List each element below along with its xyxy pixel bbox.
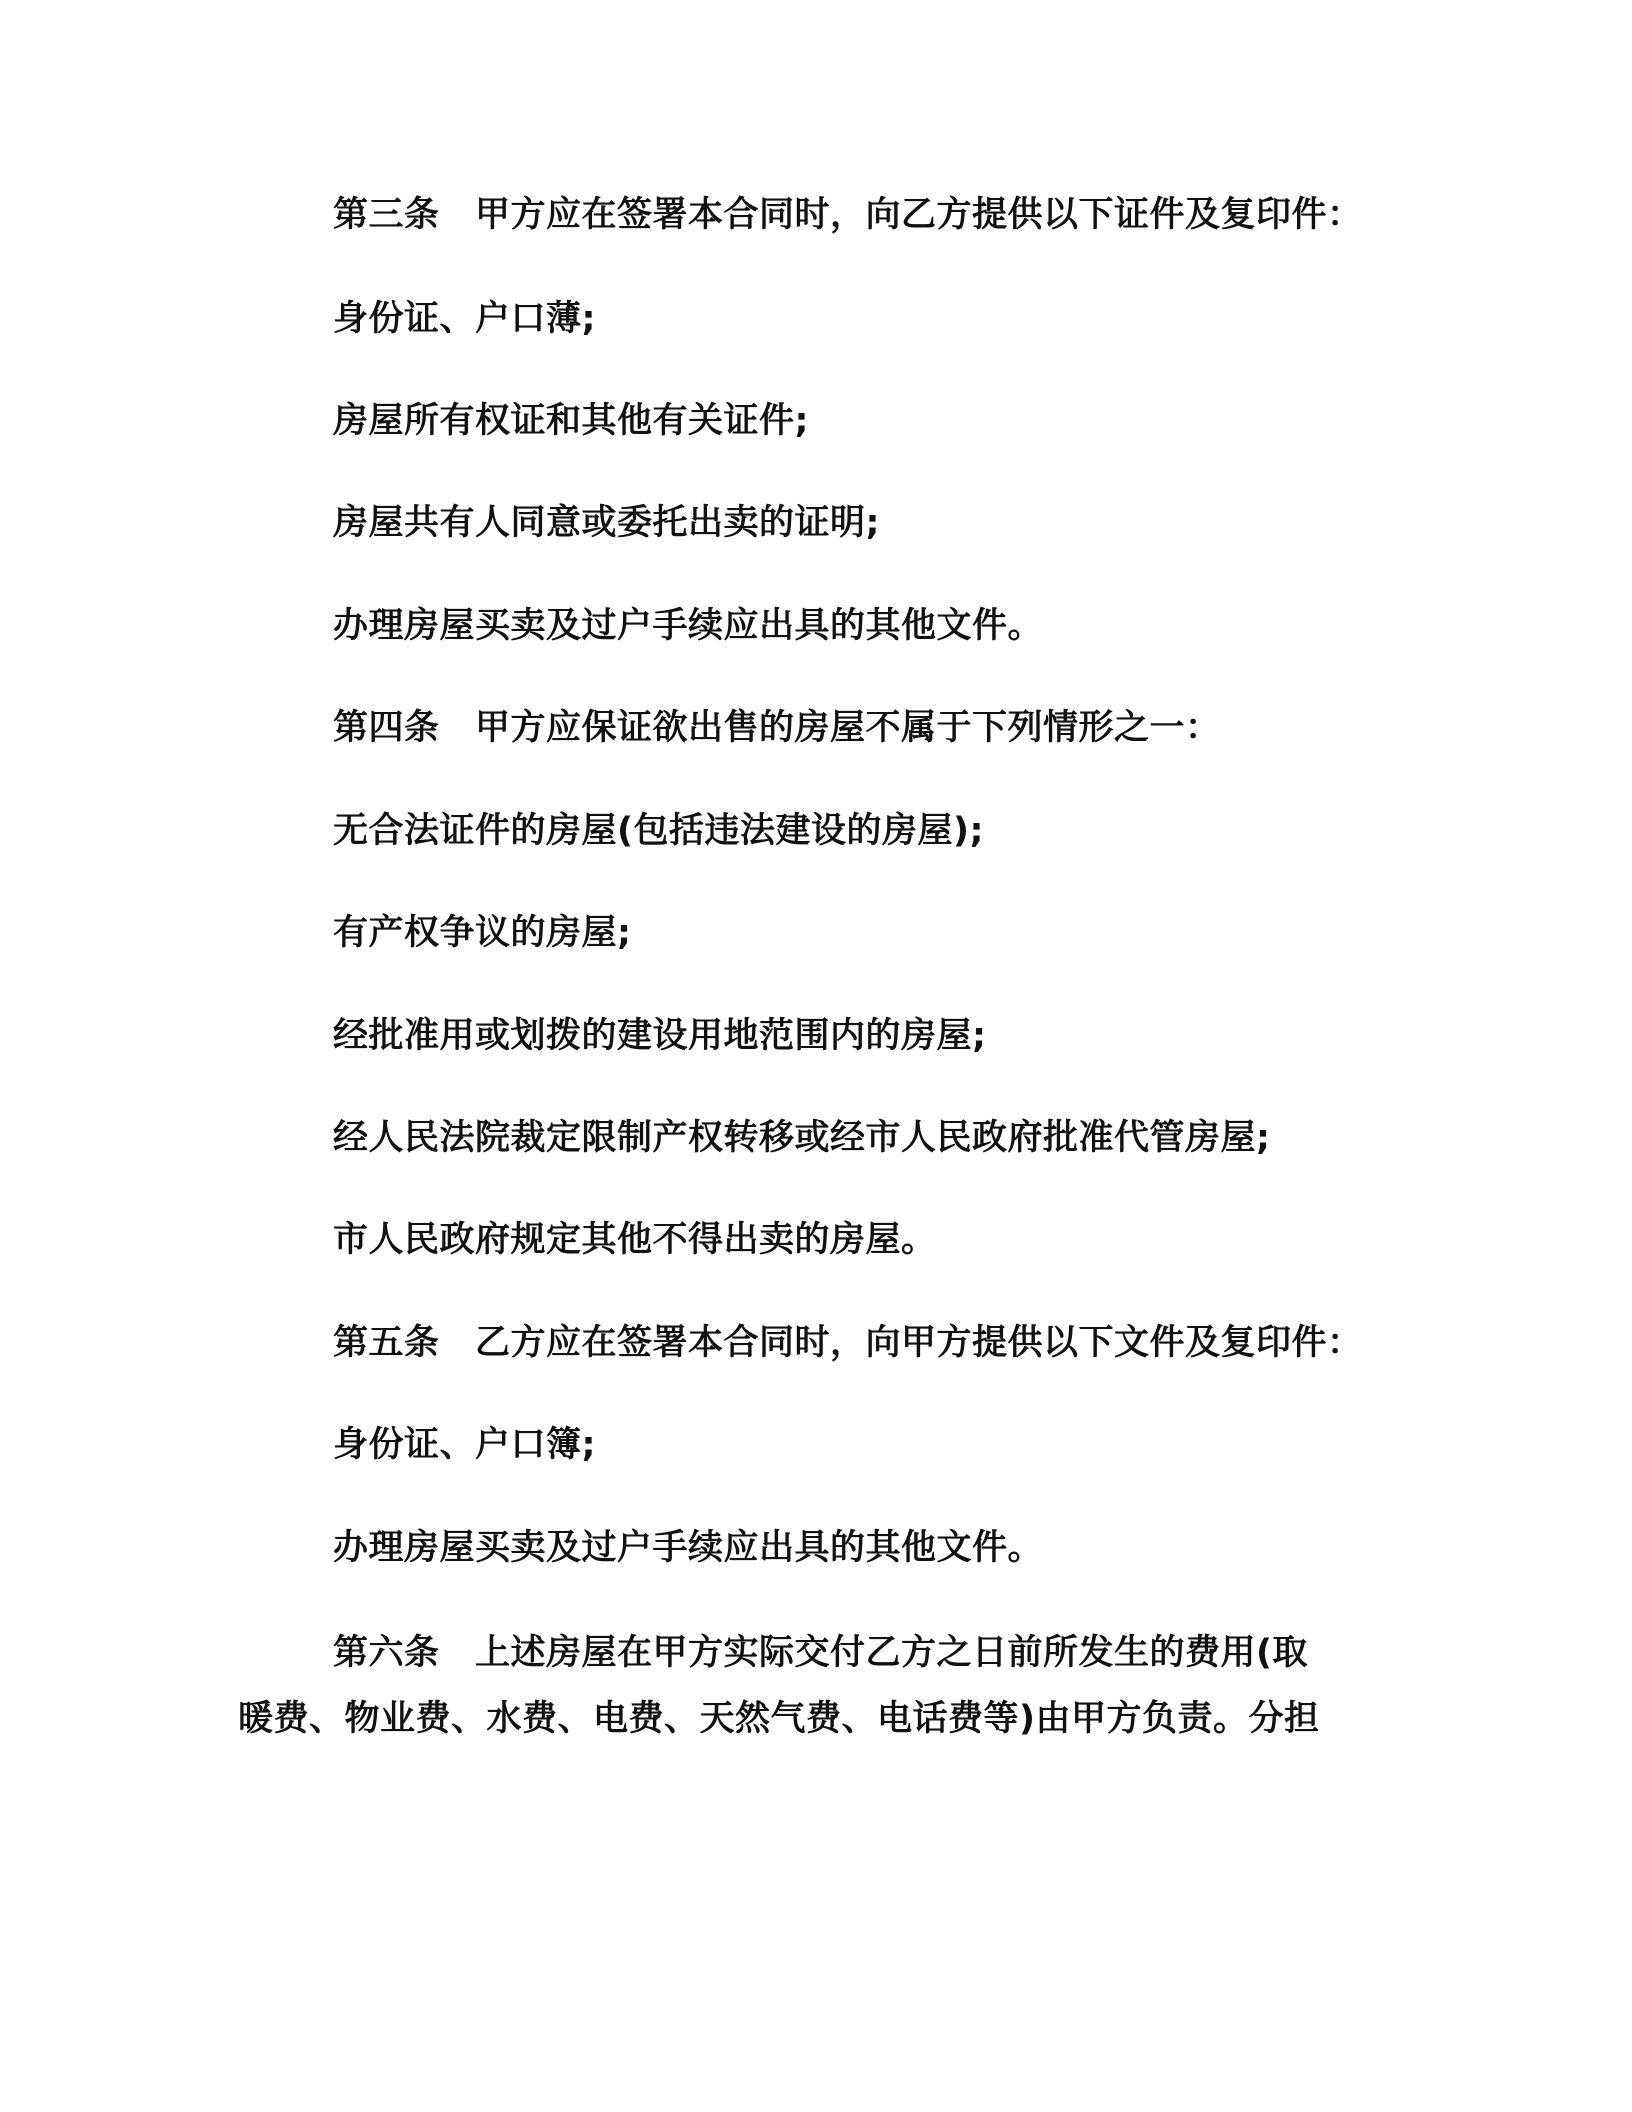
article-3-item-3: 房屋共有人同意或委托出卖的证明; bbox=[333, 503, 880, 543]
article-6-heading: 第六条 上述房屋在甲方实际交付乙方之日前所发生的费用(取 bbox=[333, 1633, 1308, 1673]
article-4-item-3: 经批准用或划拨的建设用地范围内的房屋; bbox=[333, 1016, 987, 1056]
article-4-item-2: 有产权争议的房屋; bbox=[333, 913, 632, 953]
article-4-heading: 第四条 甲方应保证欲出售的房屋不属于下列情形之一： bbox=[333, 708, 1221, 748]
article-4-item-5: 市人民政府规定其他不得出卖的房屋。 bbox=[333, 1220, 937, 1260]
article-3-heading: 第三条 甲方应在签署本合同时，向乙方提供以下证件及复印件： bbox=[333, 195, 1363, 235]
article-3-item-4: 办理房屋买卖及过户手续应出具的其他文件。 bbox=[333, 606, 1044, 646]
article-4-item-4: 经人民法院裁定限制产权转移或经市人民政府批准代管房屋; bbox=[333, 1118, 1271, 1158]
article-4-item-1: 无合法证件的房屋(包括违法建设的房屋); bbox=[333, 811, 984, 851]
article-6-continuation: 暖费、物业费、水费、电费、天然气费、电话费等)由甲方负责。分担 bbox=[238, 1699, 1320, 1739]
article-3-item-1: 身份证、户口薄; bbox=[333, 299, 596, 339]
article-5-item-2: 办理房屋买卖及过户手续应出具的其他文件。 bbox=[333, 1528, 1044, 1568]
article-5-heading: 第五条 乙方应在签署本合同时，向甲方提供以下文件及复印件： bbox=[333, 1323, 1363, 1363]
article-3-item-2: 房屋所有权证和其他有关证件; bbox=[333, 401, 809, 441]
article-5-item-1: 身份证、户口簿; bbox=[333, 1425, 596, 1465]
